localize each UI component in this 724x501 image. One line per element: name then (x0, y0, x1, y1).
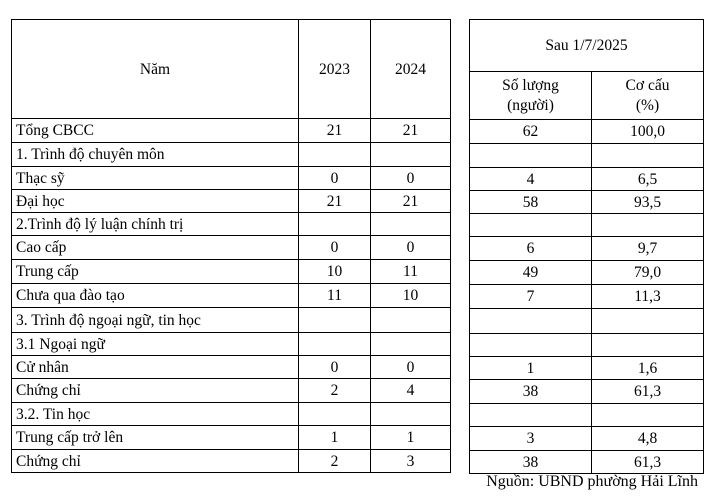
table-row (470, 380, 704, 404)
value-2023: 2 (299, 450, 371, 473)
value-2023: 21 (299, 119, 371, 143)
value-share: 93,5 (592, 191, 704, 214)
value-share: 100,0 (592, 120, 704, 144)
value-qty (470, 144, 592, 168)
value-2023 (299, 333, 371, 356)
table-row (12, 450, 451, 473)
value-qty: 1 (470, 357, 592, 380)
row-label: Trung cấp (12, 260, 299, 284)
value-2024: 21 (371, 190, 451, 213)
value-2024 (371, 213, 451, 236)
value-qty: 4 (470, 168, 592, 191)
row-label: Chưa qua đào tạo (12, 284, 299, 308)
value-share (592, 309, 704, 334)
table-row (12, 284, 451, 308)
qty-header: Số lượng (người) (470, 72, 592, 120)
value-qty: 3 (470, 427, 592, 451)
value-share (592, 404, 704, 427)
value-share: 11,3 (592, 285, 704, 309)
right-data-table (469, 19, 704, 474)
table-row (12, 190, 451, 213)
value-qty: 58 (470, 191, 592, 214)
source-note: Nguồn: UBND phường Hải Lĩnh (486, 473, 698, 490)
row-label: Đại học (12, 190, 299, 213)
value-2024 (371, 143, 451, 167)
table-row (12, 213, 451, 236)
value-2024 (371, 403, 451, 426)
table-row (12, 356, 451, 379)
share-header: Cơ cấu (%) (592, 72, 704, 120)
row-label: Cao cấp (12, 236, 299, 260)
col-2024-header: 2024 (371, 20, 451, 119)
value-2023: 10 (299, 260, 371, 284)
table-row (12, 333, 451, 356)
left-data-table (11, 19, 451, 473)
table-row (12, 119, 451, 143)
value-2024 (371, 308, 451, 333)
col-2023-header: 2023 (299, 20, 371, 119)
row-label: 3. Trình độ ngoại ngữ, tin học (12, 308, 299, 333)
table-row (470, 285, 704, 309)
value-qty: 7 (470, 285, 592, 309)
value-qty: 62 (470, 120, 592, 144)
value-2023: 0 (299, 167, 371, 190)
value-share: 61,3 (592, 380, 704, 404)
after-date-header: Sau 1/7/2025 (470, 20, 704, 72)
table-row (470, 451, 704, 474)
row-label: Chứng chỉ (12, 379, 299, 403)
table-row (470, 404, 704, 427)
row-label: 3.1 Ngoại ngữ (12, 333, 299, 356)
table-row (470, 334, 704, 357)
row-label: Tổng CBCC (12, 119, 299, 143)
value-share (592, 144, 704, 168)
value-2024: 0 (371, 356, 451, 379)
value-qty (470, 404, 592, 427)
table-row (12, 426, 451, 450)
table-row (12, 236, 451, 260)
table-row (470, 191, 704, 214)
value-share: 61,3 (592, 451, 704, 474)
row-label: 1. Trình độ chuyên môn (12, 143, 299, 167)
table-row (470, 309, 704, 334)
row-label: 3.2. Tin học (12, 403, 299, 426)
value-share: 1,6 (592, 357, 704, 380)
value-2024: 11 (371, 260, 451, 284)
value-2024: 0 (371, 236, 451, 260)
value-qty: 49 (470, 261, 592, 285)
table-row (470, 261, 704, 285)
row-label: Thạc sỹ (12, 167, 299, 190)
value-2023: 21 (299, 190, 371, 213)
value-share (592, 214, 704, 237)
value-2023 (299, 403, 371, 426)
table-row (12, 260, 451, 284)
value-2024: 1 (371, 426, 451, 450)
value-qty: 6 (470, 237, 592, 261)
value-2023: 1 (299, 426, 371, 450)
row-label: Chứng chỉ (12, 450, 299, 473)
table-row (470, 237, 704, 261)
value-2024: 21 (371, 119, 451, 143)
subheader-row (470, 72, 704, 120)
value-qty (470, 309, 592, 334)
year-header: Năm (12, 20, 299, 119)
value-2024: 4 (371, 379, 451, 403)
table-row (470, 120, 704, 144)
value-2024: 0 (371, 167, 451, 190)
after-header-row (470, 20, 704, 72)
value-qty (470, 214, 592, 237)
value-share: 79,0 (592, 261, 704, 285)
value-qty: 38 (470, 451, 592, 474)
table-row (470, 168, 704, 191)
table-row (12, 403, 451, 426)
value-2023: 0 (299, 236, 371, 260)
value-2024: 3 (371, 450, 451, 473)
table-row (12, 308, 451, 333)
value-2024: 10 (371, 284, 451, 308)
value-share: 4,8 (592, 427, 704, 451)
value-2023 (299, 143, 371, 167)
table-row (12, 143, 451, 167)
value-share: 6,5 (592, 168, 704, 191)
value-qty: 38 (470, 380, 592, 404)
value-2024 (371, 333, 451, 356)
value-2023 (299, 308, 371, 333)
table-row (12, 167, 451, 190)
table-row (470, 144, 704, 168)
value-2023: 0 (299, 356, 371, 379)
row-label: Trung cấp trở lên (12, 426, 299, 450)
header-row (12, 20, 451, 119)
value-2023 (299, 213, 371, 236)
value-qty (470, 334, 592, 357)
table-row (12, 379, 451, 403)
table-row (470, 214, 704, 237)
table-row (470, 427, 704, 451)
value-2023: 2 (299, 379, 371, 403)
value-share: 9,7 (592, 237, 704, 261)
table-row (470, 357, 704, 380)
row-label: Cử nhân (12, 356, 299, 379)
value-share (592, 334, 704, 357)
row-label: 2.Trình độ lý luận chính trị (12, 213, 299, 236)
value-2023: 11 (299, 284, 371, 308)
